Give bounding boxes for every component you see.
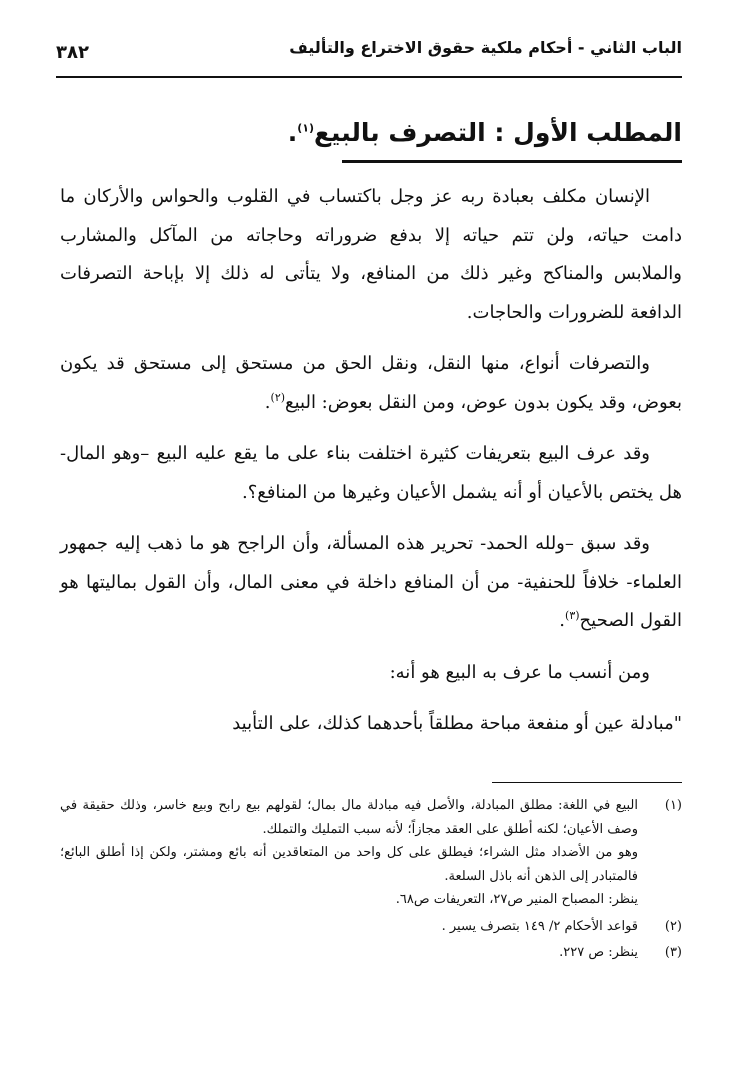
- paragraph-1: الإنسان مكلف بعبادة ربه عز وجل باكتساب في القلوب والحواس والأركان ما دامت حياته، ولن تتم حياته إلا بدفع ضروراته وحاجاته من المآكل والمشارب والملابس والمناكح وغير ذلك من المنافع، ولا يتأتى له ذلك إلا بإباحة التصرفات الدافعة للضرورات والحاجات.: [60, 186, 682, 323]
- footnote-ref-1: (١): [297, 121, 314, 135]
- paragraph-5: ومن أنسب ما عرف به البيع هو أنه:: [389, 661, 650, 683]
- footnote-line: ينظر: المصباح المنير ص٢٧، التعريفات ص٦٨.: [395, 892, 638, 907]
- paragraph-6: "مبادلة عين أو منفعة مباحة مطلقاً بأحدهما كذلك، على التأبيد: [232, 713, 682, 734]
- footnote-line: وهو من الأضداد مثل الشراء؛ فيطلق على كل واحد من المتعاقدين أنه بائع ومشتر، ولكن إذا أطلق البائع؛ فالمتبادر إلى الذهن أنه باذل السلعة.: [60, 845, 638, 884]
- header-rule: [56, 76, 682, 78]
- paragraph-2-text: والتصرفات أنواع، منها النقل، ونقل الحق من مستحق إلى مستحق قد يكون بعوض، وقد يكون بدون عوض، ومن النقل بعوض: البيع: [60, 353, 682, 413]
- footnotes: [60, 794, 682, 968]
- footnote-line: قواعد الأحكام ٢/ ١٤٩ بتصرف يسير .: [441, 918, 638, 934]
- paragraph-3: وقد عرف البيع بتعريفات كثيرة اختلفت بناء على ما يقع عليه البيع –وهو المال- هل يختص بالأعيان أو أنه يشمل الأعيان وغيرها من المنافع؟.: [60, 443, 682, 503]
- running-title: الباب الثاني - أحكام ملكية حقوق الاختراع والتأليف: [289, 38, 682, 57]
- section-title: المطلب الأول : التصرف بالبيع$^{(١)}$.: [287, 118, 682, 147]
- footnote-body: [60, 941, 638, 965]
- page-number: ٣٨٢: [56, 42, 89, 63]
- footnote-3: [60, 941, 682, 965]
- footnote-1: [60, 794, 682, 912]
- footnote-line: ينظر: ص ٢٢٧.: [559, 945, 638, 960]
- body-text: [60, 178, 682, 757]
- title-underline: [342, 160, 682, 163]
- footnote-line: البيع في اللغة: مطلق المبادلة، والأصل فيه مبادلة مال بمال؛ لقولهم بيع رابح وبيع خاسر، وذلك حقيقة في وصف الأعيان؛ لكنه أطلق على العقد مجازاً؛ لأنه سبب التمليك والتملك.: [60, 798, 638, 837]
- footnote-2: [60, 915, 682, 939]
- footnote-ref-2: (٢): [270, 390, 286, 404]
- footnote-separator: [492, 782, 682, 783]
- footnote-body: [60, 915, 638, 939]
- footnote-number: (٢): [664, 918, 682, 934]
- footnote-ref-3: (٣): [565, 609, 580, 622]
- footnote-number: (١): [664, 798, 682, 813]
- paragraph-4: وقد سبق –ولله الحمد- تحرير هذه المسألة، وأن الراجح هو ما ذهب إليه جمهور العلماء- خلافاً للحنفية- من أن المنافع داخلة في معنى المال، وأن القول بماليتها هو القول الصحيح$^{(٣)}$.: [60, 533, 682, 631]
- footnote-number: (٣): [664, 945, 682, 960]
- paragraph-2: والتصرفات أنواع، منها النقل، ونقل الحق من مستحق إلى مستحق قد يكون بعوض، وقد يكون بدون عوض، ومن النقل بعوض: البيع$^{(٢)}$.: [60, 353, 682, 413]
- footnote-body: [60, 794, 638, 912]
- section-title-text: المطلب الأول : التصرف بالبيع: [313, 118, 682, 147]
- page-header: [56, 28, 682, 74]
- paragraph-4-text: وقد سبق –ولله الحمد- تحرير هذه المسألة، وأن الراجح هو ما ذهب إليه جمهور العلماء- خلافاً للحنفية- من أن المنافع داخلة في معنى المال، وأن القول بماليتها هو القول الصحيح: [60, 533, 682, 631]
